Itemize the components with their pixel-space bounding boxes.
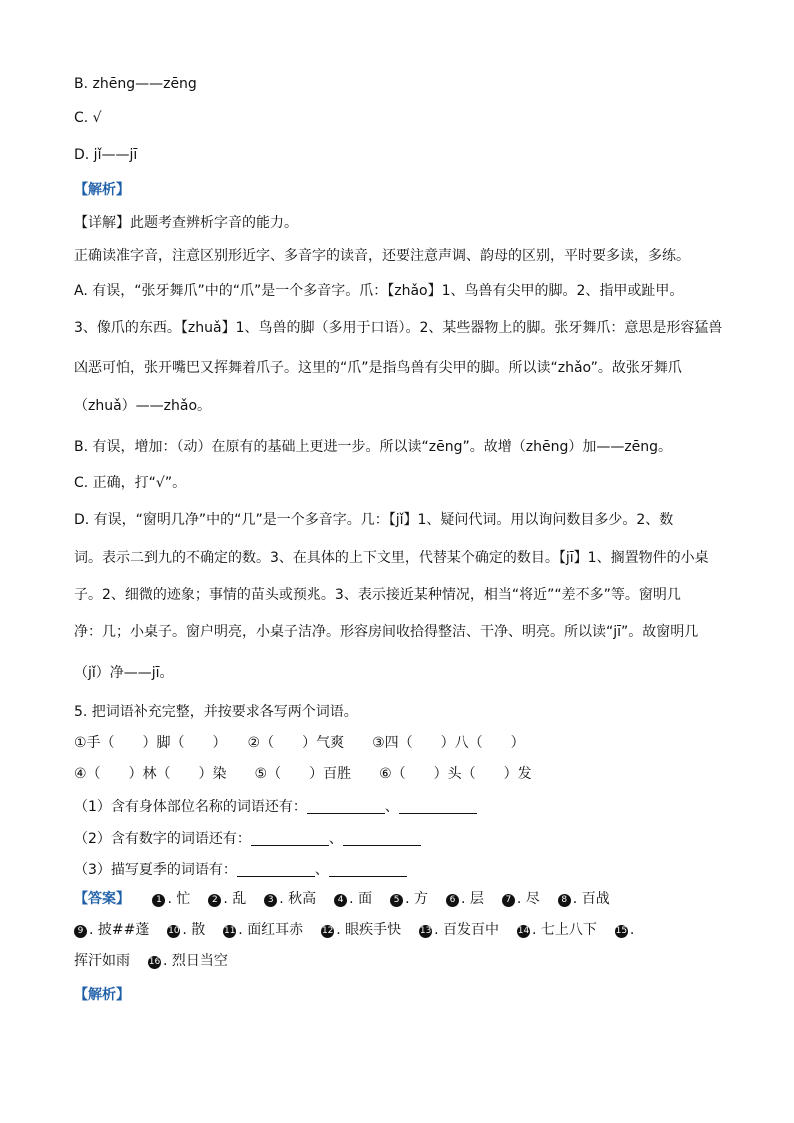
answer-number: 5	[390, 894, 403, 907]
analysis-text: 净：几；小桌子。窗户明亮，小桌子洁净。形容房间收拾得整洁、干净、明亮。所以读“jī”。故窗明几	[74, 624, 699, 640]
subquestion-text: （1）含有身体部位名称的词语还有：	[74, 799, 307, 815]
answer-number: 10	[168, 926, 180, 936]
analysis-text: A. 有误，“张牙舞爪”中的“爪”是一个多音字。爪：【zhǎo】1、鸟兽有尖甲的脚。2、指甲或趾甲。	[74, 283, 684, 299]
answer-number: 2	[208, 894, 221, 907]
answer-text: 忙	[176, 891, 191, 907]
answer-blank[interactable]	[237, 862, 315, 877]
answer-text: 烈日当空	[171, 953, 228, 969]
answer-item: 16 . 烈日当空	[148, 953, 228, 969]
answer-text: 方	[413, 891, 428, 907]
answers-row-1	[74, 889, 628, 909]
answer-text: 散	[191, 922, 206, 938]
answer-item: 3 . 秋高	[264, 891, 316, 907]
answer-item: 1 . 忙	[152, 891, 190, 907]
answer-text: 乱	[232, 891, 247, 907]
answer-blank[interactable]	[399, 799, 477, 814]
answer-item: 11 . 面红耳赤	[224, 922, 304, 938]
detail-heading: 【详解】此题考查辨析字音的能力。	[74, 215, 298, 231]
answer-item: 10 . 散	[168, 922, 206, 938]
answer-text: 百战	[581, 891, 610, 907]
separator: 、	[314, 862, 329, 878]
answer-number: 4	[334, 894, 347, 907]
answer-item: 12 . 眼疾手快	[321, 922, 402, 938]
answer-text: 秋高	[288, 891, 317, 907]
answer-number: 11	[224, 926, 236, 936]
analysis-text: 词。表示二到九的不确定的数。3、在具体的上下文里，代替某个确定的数目。【jī】1、搁置物件的小桌	[74, 550, 709, 566]
answer-item: 2 . 乱	[208, 891, 246, 907]
subquestion-3	[74, 860, 407, 880]
analysis-text: 正确读准字音，注意区别形近字、多音字的读音，还要注意声调、韵母的区别，平时要多读，多练。	[74, 248, 690, 264]
analysis-text: C. 正确，打“√”。	[74, 475, 187, 491]
question-5: 5. 把词语补充完整，并按要求各写两个词语。	[74, 704, 358, 720]
subquestion-2	[74, 829, 421, 849]
answer-text: 挥汗如雨	[74, 953, 130, 969]
separator: 、	[328, 831, 343, 847]
answer-item: 4 . 面	[334, 891, 372, 907]
answer-text: 披##蓬	[97, 922, 150, 938]
answer-text: 面红耳赤	[247, 922, 304, 938]
analysis-text: （zhuǎ）——zhǎo。	[74, 398, 212, 414]
separator: 、	[384, 799, 399, 815]
answer-item: 5 . 方	[390, 891, 428, 907]
answer-text: 层	[469, 891, 484, 907]
answer-blank[interactable]	[329, 862, 407, 877]
subquestion-text: （2）含有数字的词语还有：	[74, 831, 251, 847]
answer-item: 13 . 百发百中	[419, 922, 499, 938]
answer-number: 16	[148, 957, 161, 967]
answer-number: 7	[502, 894, 515, 907]
answer-item: 15 .	[615, 922, 635, 938]
analysis-text: 凶恶可怕，张开嘴巴又挥舞着爪子。这里的“爪”是指鸟兽有尖甲的脚。所以读“zhǎo”。故张牙舞爪	[74, 360, 682, 376]
answer-text: 眼疾手快	[345, 922, 402, 938]
analysis-text: B. 有误，增加：（动）在原有的基础上更进一步。所以读“zēng”。故增（zhēng）加——zēng。	[74, 439, 673, 455]
answer-text: 面	[358, 891, 373, 907]
answer-item: 14 . 七上八下	[517, 922, 597, 938]
answers-row-2	[74, 920, 652, 940]
answer-item: 8 . 百战	[558, 891, 610, 907]
analysis-label: 【解析】	[74, 987, 130, 1003]
fill-row-2: ④（ ）林（ ）染 ⑤（ ）百胜 ⑥（ ）头（ ）发	[74, 766, 532, 782]
analysis-label: 【解析】	[74, 182, 130, 198]
answer-text: 尽	[525, 891, 540, 907]
answer-number: 12	[321, 926, 334, 936]
answer-blank[interactable]	[307, 799, 385, 814]
answer-text: 七上八下	[540, 922, 597, 938]
answer-number: 15	[615, 926, 628, 936]
answer-number: 9	[74, 925, 87, 938]
answer-blank[interactable]	[251, 831, 329, 846]
answer-number: 14	[517, 926, 530, 936]
answer-number: 13	[419, 926, 432, 936]
analysis-text: D. 有误，“窗明几净”中的“几”是一个多音字。几：【jǐ】1、疑问代词。用以询问数目多少。2、数	[74, 512, 674, 528]
option-d: D. jǐ——jī	[74, 147, 138, 163]
answer-text: 百发百中	[443, 922, 499, 938]
answer-blank[interactable]	[343, 831, 421, 846]
answer-label: 【答案】	[74, 891, 130, 907]
answer-item: 7 . 尽	[502, 891, 540, 907]
answer-number: 1	[152, 894, 165, 907]
answer-number: 3	[264, 894, 277, 907]
answer-item: 6 . 层	[446, 891, 484, 907]
analysis-text: 3、像爪的东西。【zhuǎ】1、鸟兽的脚（多用于口语）。2、某些器物上的脚。张牙舞爪：意思是形容猛兽	[74, 320, 723, 336]
option-b: B. zhēng——zēng	[74, 76, 197, 92]
analysis-text: （jǐ）净——jī。	[74, 665, 174, 681]
subquestion-text: （3）描写夏季的词语有：	[74, 862, 237, 878]
fill-row-1: ①手（ ）脚（ ） ②（ ）气爽 ③四（ ）八（ ）	[74, 735, 525, 751]
subquestion-1	[74, 797, 477, 817]
answer-number: 8	[558, 894, 571, 907]
analysis-text: 子。2、细微的迹象；事情的苗头或预兆。3、表示接近某种情况，相当“将近”“差不多”等。窗明几	[74, 587, 681, 603]
answer-item	[74, 953, 130, 969]
answer-number: 6	[446, 894, 459, 907]
answers-row-3	[74, 951, 246, 971]
answer-item: 9 . 披##蓬	[74, 922, 149, 938]
option-c: C. √	[74, 110, 102, 126]
